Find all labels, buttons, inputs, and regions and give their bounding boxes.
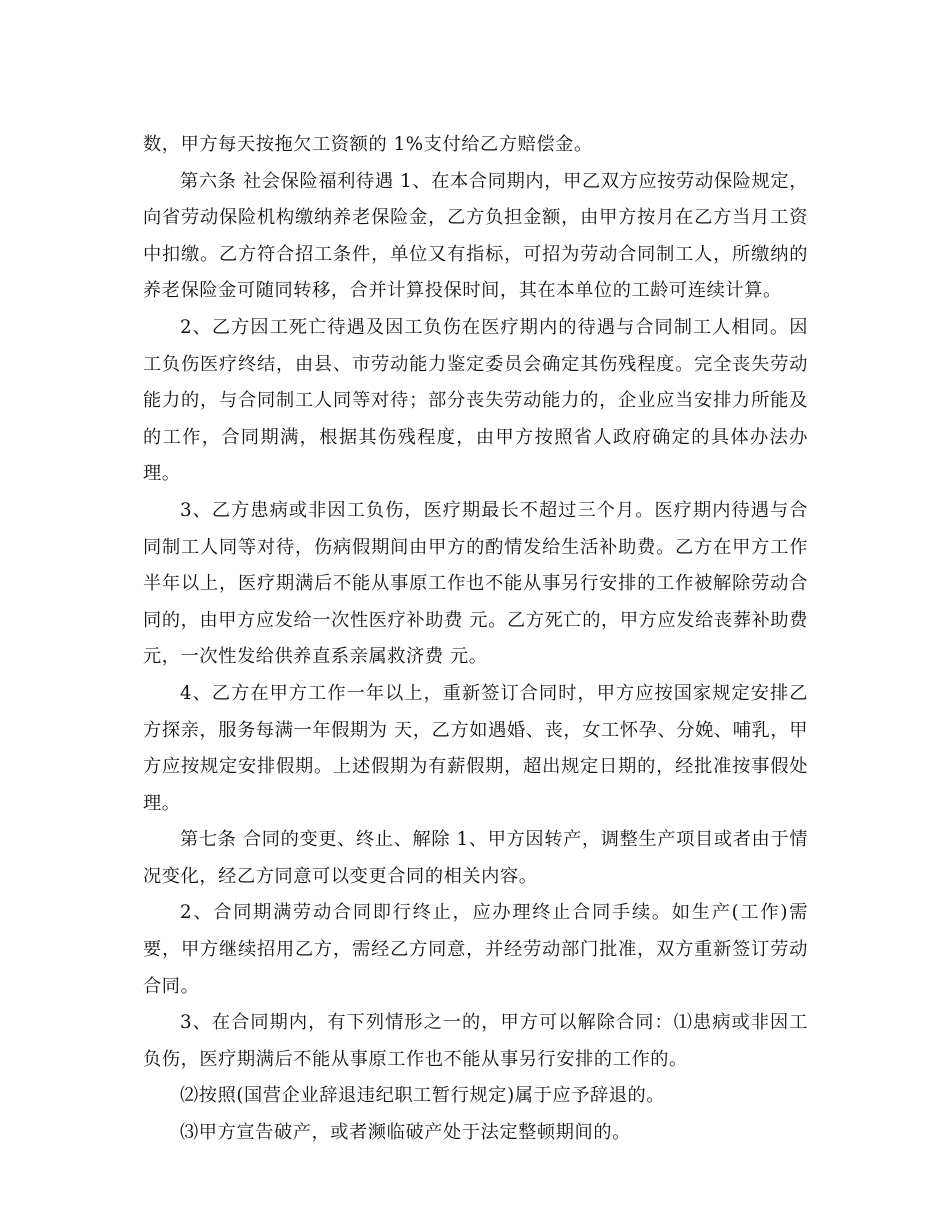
paragraph-article-7-item-3-sub-3: ⑶甲方宣告破产，或者濒临破产处于法定整顿期间的。 [180,1122,631,1144]
paragraph-article-6: 第六条 社会保险福利待遇 1、在本合同期内，甲乙双方应按劳动保险规定，向省劳动保险机构缴纳养老保险金，乙方负担金额，由甲方按月在乙方当月工资中扣缴。乙方符合招工条件，单位又有指标，可招为劳动合同制工人，所缴纳的养老保险金可随同转移，合并计算投保时间，其在本单位的工龄可连续计算。 [143,170,808,302]
paragraph-continuation: 数，甲方每天按拖欠工资额的 1%支付给乙方赔偿金。 [143,134,593,155]
paragraph-article-7-item-3: 3、在合同期内，有下列情形之一的，甲方可以解除合同：⑴患病或非因工负伤，医疗期满后不能从事原工作也不能从事另行安排的工作的。 [143,1012,808,1070]
paragraph-article-7-item-2: 2、合同期满劳动合同即行终止，应办理终止合同手续。如生产(工作)需要，甲方继续招用乙方，需经乙方同意，并经劳动部门批准，双方重新签订劳动合同。 [143,902,808,997]
document-body [143,127,808,1152]
paragraph-article-6-item-4: 4、乙方在甲方工作一年以上，重新签订合同时，甲方应按国家规定安排乙方探亲，服务每满一年假期为 天，乙方如遇婚、丧，女工怀孕、分娩、哺乳，甲方应按规定安排假期。上述假期为有薪假期，超出规定日期的，经批准按事假处理。 [143,682,808,814]
paragraph-article-7-item-3-sub-2: ⑵按照(国营企业辞退违纪职工暂行规定)属于应予辞退的。 [180,1085,666,1107]
paragraph-article-6-item-2: 2、乙方因工死亡待遇及因工负伤在医疗期内的待遇与合同制工人相同。因工负伤医疗终结，由县、市劳动能力鉴定委员会确定其伤残程度。完全丧失劳动能力的，与合同制工人同等对待；部分丧失劳动能力的，企业应当安排力所能及的工作，合同期满，根据其伤残程度，由甲方按照省人政府确定的具体办法办理。 [143,316,808,485]
paragraph-article-7: 第七条 合同的变更、终止、解除 1、甲方因转产，调整生产项目或者由于情况变化，经乙方同意可以变更合同的相关内容。 [143,829,808,887]
paragraph-article-6-item-3: 3、乙方患病或非因工负伤，医疗期最长不超过三个月。医疗期内待遇与合同制工人同等对待，伤病假期间由甲方的酌情发给生活补助费。乙方在甲方工作半年以上，医疗期满后不能从事原工作也不能从事另行安排的工作被解除劳动合同的，由甲方应发给一次性医疗补助费 元。乙方死亡的，甲方应发给丧葬补助费元，一次性发给供养直系亲属救济费 元。 [143,499,808,668]
